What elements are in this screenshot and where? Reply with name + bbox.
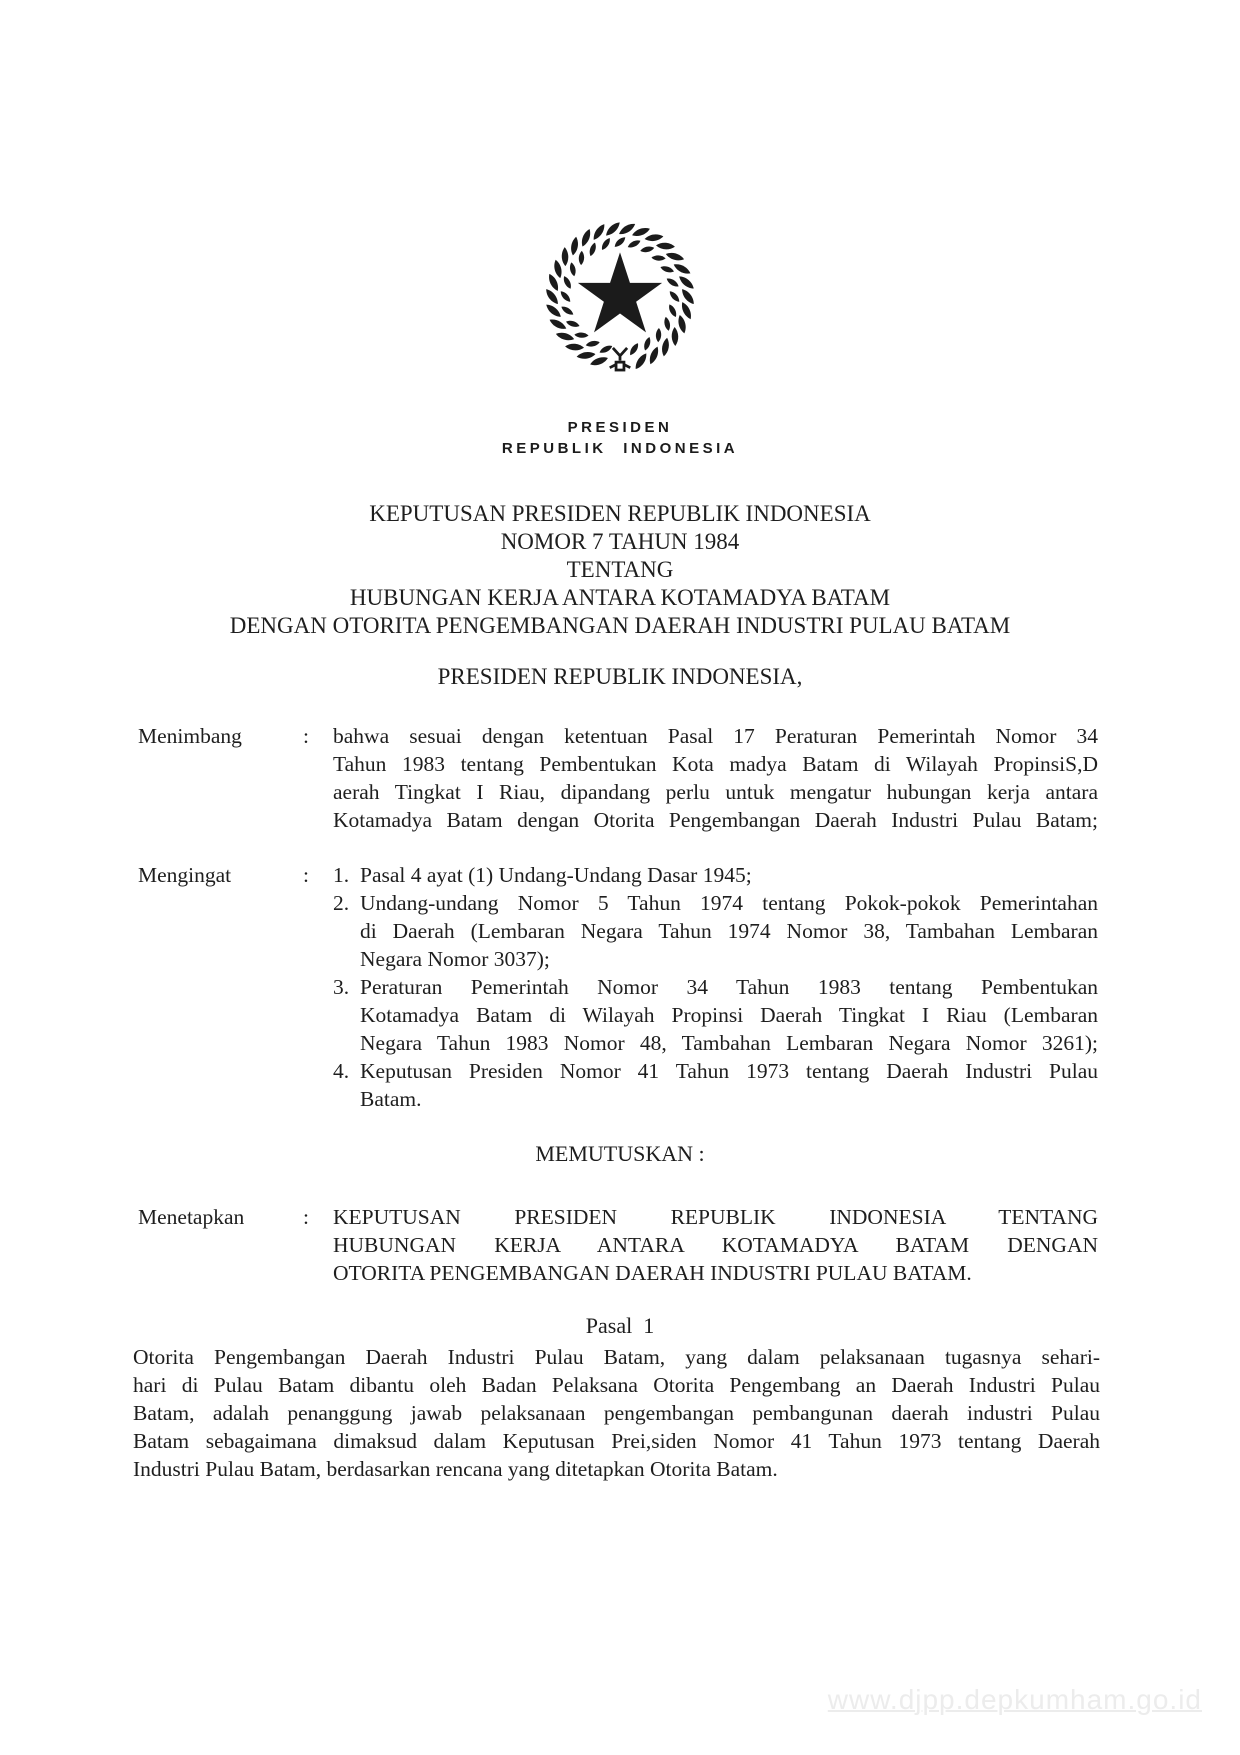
mengingat-line: di Daerah (Lembaran Negara Tahun 1974 Nomor 38, Tambahan Lembaran [360,919,1098,943]
mengingat-item [333,1057,1098,1113]
item-number: 2. [333,891,350,915]
menimbang-line: aerah Tingkat I Riau, dipandang perlu untuk mengatur hubungan kerja antara [333,780,1098,804]
decree-title [0,500,1240,640]
menimbang-line: bahwa sesuai dengan ketentuan Pasal 17 Peraturan Pemerintah Nomor 34 [333,724,1098,748]
mengingat-line: Negara Nomor 3037); [360,947,550,971]
menimbang-line: Kotamadya Batam dengan Otorita Pengembangan Daerah Industri Pulau Batam; [333,808,1098,832]
wreath-knot [610,348,631,370]
mengingat-line: Negara Tahun 1983 Nomor 48, Tambahan Lembaran Negara Nomor 3261); [360,1031,1098,1055]
mengingat-body [333,861,1098,1113]
mengingat-line: Undang-undang Nomor 5 Tahun 1974 tentang Pokok-pokok Pemerintahan [360,891,1098,915]
watermark-url: www.djpp.depkumham.go.id [827,1684,1202,1715]
mengingat-line: Pasal 4 ayat (1) Undang-Undang Dasar 1945; [360,863,752,887]
mengingat-item [333,889,1098,973]
pasal-1-line: hari di Pulau Batam dibantu oleh Badan Pelaksana Otorita Pengembang an Daerah Industri Pulau [133,1373,1100,1397]
mengingat-label: Mengingat [138,863,232,887]
menetapkan-body [333,1203,1098,1287]
mengingat-line: Kotamadya Batam di Wilayah Propinsi Daerah Tingkat I Riau (Lembaran [360,1003,1098,1027]
menetapkan-line: HUBUNGAN KERJA ANTARA KOTAMADYA BATAM DENGAN [333,1233,1098,1257]
mengingat-item [333,861,1098,889]
menimbang-line: Tahun 1983 tentang Pembentukan Kota madya Batam di Wilayah PropinsiS,D [333,752,1098,776]
item-number: 3. [333,975,350,999]
menimbang-colon: : [303,724,309,748]
letterhead-republik-indonesia: REPUBLIK INDONESIA [501,440,739,457]
pasal-1-line: Otorita Pengembangan Daerah Industri Pulau Batam, yang dalam pelaksanaan tugasnya sehari- [133,1345,1100,1369]
memutuskan-heading: MEMUTUSKAN : [535,1141,705,1166]
salutation: PRESIDEN REPUBLIK INDONESIA, [437,664,803,689]
pasal-1-line: Batam, adalah penanggung jawab pelaksanaan pengembangan pembangunan daerah industri Pulau [133,1401,1100,1425]
star-icon [578,252,662,332]
tentang-line: TENTANG [566,557,674,582]
decree-number-line: NOMOR 7 TAHUN 1984 [500,529,740,554]
menetapkan-label: Menetapkan [138,1205,245,1229]
item-number: 1. [333,863,350,887]
mengingat-line: Keputusan Presiden Nomor 41 Tahun 1973 tentang Daerah Industri Pulau [360,1059,1098,1083]
letterhead-presiden: PRESIDEN [567,419,673,436]
pasal-1-line: Industri Pulau Batam, berdasarkan rencana yang ditetapkan Otorita Batam. [133,1457,778,1481]
item-number: 4. [333,1059,350,1083]
menetapkan-colon: : [303,1205,309,1229]
mengingat-colon: : [303,863,309,887]
decree-title-line: KEPUTUSAN PRESIDEN REPUBLIK INDONESIA [369,501,871,526]
pasal-1-heading: Pasal 1 [585,1313,655,1338]
mengingat-line: Batam. [360,1087,422,1111]
mengingat-line: Peraturan Pemerintah Nomor 34 Tahun 1983 tentang Pembentukan [360,975,1098,999]
menetapkan-line: KEPUTUSAN PRESIDEN REPUBLIK INDONESIA TENTANG [333,1205,1098,1229]
subject-line-1: HUBUNGAN KERJA ANTARA KOTAMADYA BATAM [349,585,891,610]
subject-line-2: DENGAN OTORITA PENGEMBANGAN DAERAH INDUSTRI PULAU BATAM [229,613,1011,638]
mengingat-item [333,973,1098,1057]
menetapkan-line: OTORITA PENGEMBANGAN DAERAH INDUSTRI PULAU BATAM. [333,1261,972,1285]
star-wreath-emblem-icon [541,215,699,390]
menimbang-body [333,722,1098,834]
pasal-1-paragraph [133,1343,1100,1483]
menimbang-label: Menimbang [138,724,242,748]
pasal-1-line: Batam sebagaimana dimaksud dalam Keputusan Prei,siden Nomor 41 Tahun 1973 tentang Daerah [133,1429,1100,1453]
